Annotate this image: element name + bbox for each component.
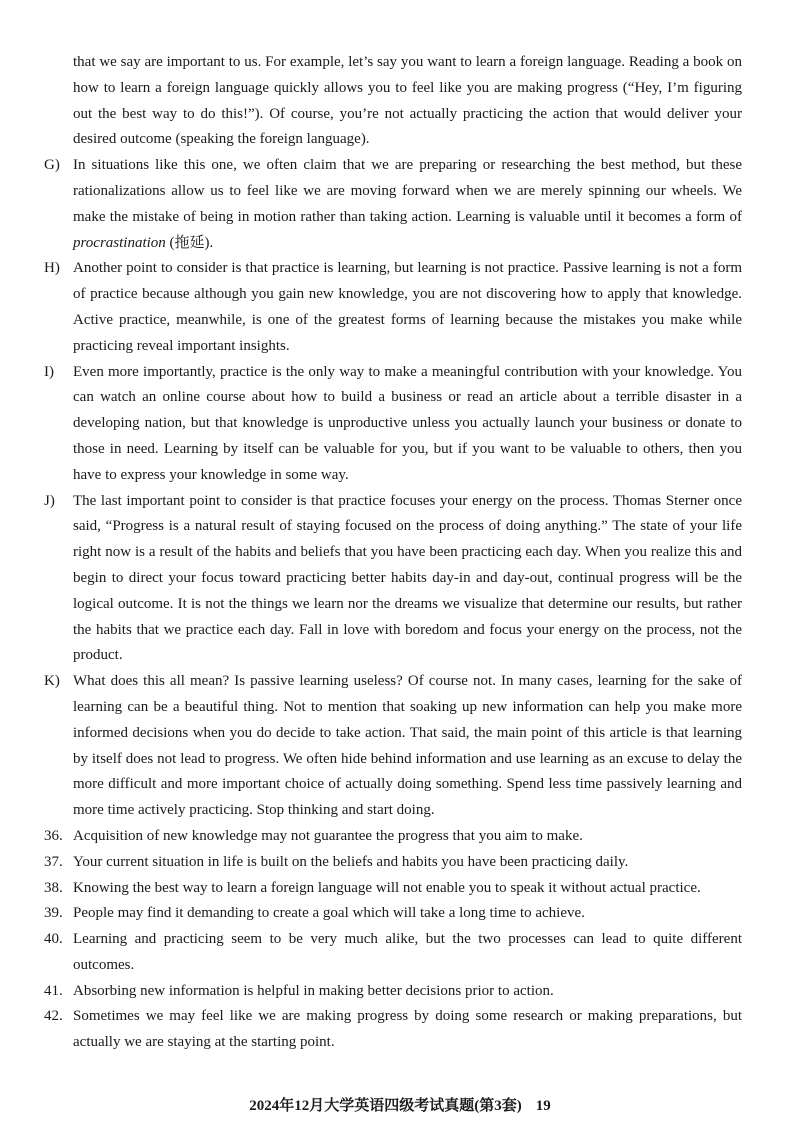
paragraph-letter: I)	[44, 363, 54, 380]
paragraph-text-end: (拖延).	[165, 234, 214, 251]
paragraph-continuation	[44, 50, 742, 153]
question-number: 40.	[44, 931, 63, 948]
question-text: Sometimes we may feel like we are making progress by doing some research or making preparations, but actually we are staying at the starting point.	[73, 1008, 742, 1051]
paragraph-letter: K)	[44, 673, 60, 690]
paragraph-j	[44, 489, 742, 670]
page-content	[44, 50, 742, 1056]
question-number: 38.	[44, 879, 63, 896]
paragraph-text: The last important point to consider is that practice focuses your energy on the process. Thomas Sterner once said, “Progress is a natural result of staying focused on the process of doing anything.” The state of your life right now is a result of the habits and beliefs that you have been practicing each day. When you realize this and begin to direct your focus toward practicing better habits day-in and day-out, continual progress will be the logical outcome. It is not the things we learn nor the dreams we visualize that determine our results, but rather the habits that we practice each day. Fall in love with boredom and focus your energy on the process, not the product.	[73, 492, 742, 664]
paragraph-i	[44, 360, 742, 489]
question-number: 41.	[44, 982, 63, 999]
question-text: Absorbing new information is helpful in making better decisions prior to action.	[73, 982, 554, 999]
paragraph-h	[44, 256, 742, 359]
question-item	[44, 850, 742, 876]
question-item	[44, 979, 742, 1005]
question-number: 42.	[44, 1008, 63, 1025]
paragraph-g	[44, 153, 742, 256]
question-text: Knowing the best way to learn a foreign language will not enable you to speak it without actual practice.	[73, 879, 701, 896]
paragraph-text: that we say are important to us. For example, let’s say you want to learn a foreign language. Reading a book on how to learn a foreign language quickly allows you to feel like you are making progress (“Hey, I’m figuring out the best way to do this!”). Of course, you’re not actually practicing the action that would deliver your desired outcome (speaking the foreign language).	[73, 54, 742, 148]
paragraph-text: In situations like this one, we often claim that we are preparing or researching the best method, but these rationalizations allow us to feel like we are moving forward when we are merely spinning our wheels. We make the mistake of being in motion rather than taking action. Learning is valuable until it becomes a form of	[73, 157, 742, 225]
question-number: 39.	[44, 905, 63, 922]
paragraph-k	[44, 669, 742, 824]
question-item	[44, 927, 742, 979]
paragraph-letter: J)	[44, 492, 55, 509]
question-text: Acquisition of new knowledge may not guarantee the progress that you aim to make.	[73, 827, 583, 844]
paragraph-letter: G)	[44, 157, 60, 174]
page-number: 19	[535, 1098, 551, 1114]
question-number: 36.	[44, 827, 63, 844]
question-number: 37.	[44, 853, 63, 870]
paragraph-letter: H)	[44, 260, 60, 277]
question-item	[44, 901, 742, 927]
question-text: Your current situation in life is built on the beliefs and habits you have been practicing daily.	[73, 853, 629, 870]
paragraph-italic-term: procrastination	[73, 234, 166, 251]
question-text: Learning and practicing seem to be very much alike, but the two processes can lead to quite different outcomes.	[73, 931, 742, 973]
footer-title: 2024年12月大学英语四级考试真题(第3套)	[249, 1098, 522, 1114]
paragraph-text: Another point to consider is that practice is learning, but learning is not practice. Passive learning is not a form of practice because although you gain new knowledge, you are not discovering how to apply that knowledge. Active practice, meanwhile, is one of the greatest forms of learning because the mistakes you make while practicing reveal important insights.	[73, 260, 742, 354]
page-footer	[0, 1094, 800, 1115]
question-item	[44, 876, 742, 902]
question-item	[44, 1004, 742, 1056]
question-text: People may find it demanding to create a goal which will take a long time to achieve.	[73, 905, 585, 922]
paragraph-text: What does this all mean? Is passive learning useless? Of course not. In many cases, learning for the sake of learning can be a beautiful thing. Not to mention that soaking up new information can help you make more informed decisions when you do decide to take action. That said, the main point of this article is that learning by itself does not lead to progress. We often hide behind information and use learning as an excuse to delay the more difficult and more important choice of actually doing something. Spend less time passively learning and more time actively practicing. Stop thinking and start doing.	[73, 673, 742, 819]
paragraph-text: Even more importantly, practice is the only way to make a meaningful contribution with your knowledge. You can watch an online course about how to build a business or read an article about a terrible disaster in a developing nation, but that knowledge is unproductive unless you actually launch your business or donate to those in need. Learning by itself can be valuable for you, but if you want to be valuable to others, then you have to express your knowledge in some way.	[73, 363, 742, 483]
question-item	[44, 824, 742, 850]
